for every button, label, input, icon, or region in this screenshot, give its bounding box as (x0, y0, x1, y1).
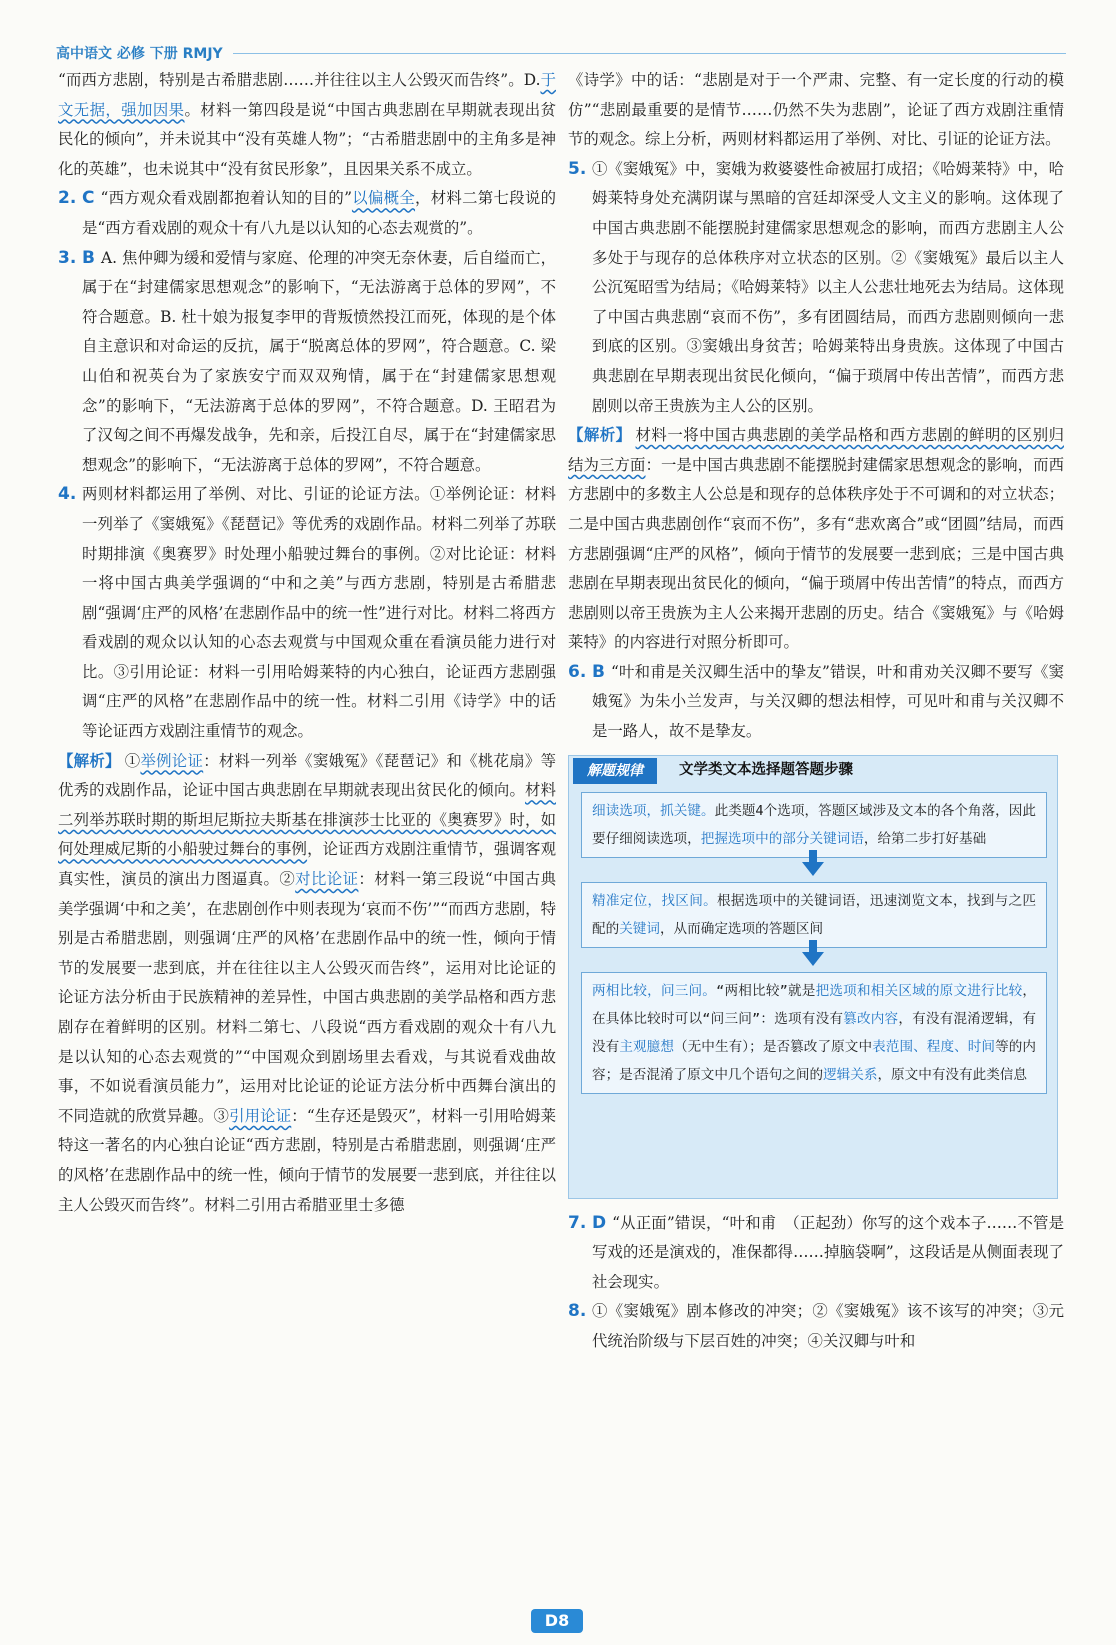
method-label: 引用论证 (229, 1106, 292, 1125)
q4-continued: 《诗学》中的话：“悲剧是对于一个严肃、完整、有一定长度的行动的模仿”“悲剧最重要的是情节……仍然不失为悲剧”，论证了西方戏剧注重情节的观念。综上分析，两则材料都运用了举例、对比、引证的论证方法。 (568, 71, 1064, 149)
answer-item-5 (568, 155, 1064, 421)
answer-letter: C (82, 188, 95, 209)
answer-letter: D (592, 1212, 607, 1233)
method-label: 对比论证 (295, 870, 359, 889)
item-number: 4. (58, 484, 77, 505)
item-text: ①《窦娥冤》中，窦娥为救婆婆性命被屈打成招；《哈姆莱特》中，哈姆莱特身处充满阴谋与黑暗的宫廷却深受人文主义的影响。这体现了中国古典悲剧不能摆脱封建儒家思想观念的影响，而西方悲剧主人公多处于与现存的总体秩序对立状态的区别。②《窦娥冤》最后以主人公沉冤昭雪为结局；《哈姆莱特》以主人公悲壮地死去为结局。这体现了中国古典悲剧“哀而不伤”，多有团圆结局，而西方悲剧则倾向一悲到底的区别。③窦娥出身贫苦；哈姆莱特出身贵族。这体现了中国古典悲剧在早期表现出贫民化倾向，“偏于琐屑中传出苦情”，而西方悲剧则以帝王贵族为主人公的区别。 (592, 159, 1064, 415)
item-text: A. 焦仲卿为缓和爱情与家庭、伦理的冲突无奈休妻，后自缢而亡，属于在“封建儒家思想观念”的影响下，“无法游离于总体的罗网”，不符合题意。B. 杜十娘为报复李甲的背叛愤然投江而死，体现的是个体自主意识和对命运的反抗，属于“脱离总体的罗网”，符合题意。C. 梁山伯和祝英台为了家族安宁而双双殉情，属于在“封建儒家思想观念”的影响下，“无法游离于总体的罗网”，不符合题意。D. 王昭君为了汉匈之间不再爆发战争，先和亲，后投江自尽，属于在“封建儒家思想观念”的影响下，“无法游离于总体的罗网”，不符合题意。 (82, 248, 556, 474)
page-number: D8 (531, 1609, 583, 1633)
answer-item-6 (568, 658, 1064, 747)
analysis-tag: 【解析】 (568, 426, 632, 445)
item-number: 2. (58, 188, 77, 209)
header-divider (233, 53, 1066, 54)
down-arrow-icon (802, 862, 824, 876)
analysis-5: 【解析】 材料一将中国古典悲剧的美学品格和西方悲剧的鲜明的区别归结为三方面：一是中国古典悲剧不能摆脱封建儒家思想观念的影响，而西方悲剧中的多数主人公总是和现存的总体秩序处于不可调和的对立状态；二是中国古典悲剧创作“哀而不伤”，多有“悲欢离合”或“团圆”结局，而西方悲剧强调“庄严的风格”，倾向于情节的发展要一悲到底；三是中国古典悲剧在早期表现出贫民化的倾向，“偏于琐屑中传出苦情”的特点，而西方悲剧则以帝王贵族为主人公来揭开悲剧的历史。结合《窦娥冤》与《哈姆莱特》的内容进行对照分析即可。 (568, 426, 1064, 652)
answer-item-2: 2. C “西方观众看戏剧都抱着认知的目的”以偏概全，材料二第七段说的是“西方看戏剧的观众十有八九是以认知的心态去观赏的”。 (58, 184, 556, 243)
item-text: “从正面”错误，“叶和甫 （正起劲）你写的这个戏本子……不管是写戏的还是演戏的，准保都得……掉脑袋啊”，这段话是从侧面表现了社会现实。 (592, 1213, 1064, 1291)
down-arrow-icon (802, 952, 824, 966)
method-label: 举例论证 (140, 751, 204, 770)
rule-header (569, 756, 1057, 786)
item-number: 7. (568, 1212, 587, 1233)
page-header (56, 42, 1066, 64)
item-text: “叶和甫是关汉卿生活中的挚友”错误，叶和甫劝关汉卿不要写《窦娥冤》为朱小兰发声，与关汉卿的想法相悖，可见叶和甫与关汉卿不是一路人，故不是挚友。 (592, 662, 1064, 741)
item-text: ①《窦娥冤》剧本修改的冲突；②《窦娥冤》该不该写的冲突；③元代统治阶级与下层百姓的冲突；④关汉卿与叶和 (592, 1302, 1064, 1351)
rule-tag: 解题规律 (573, 758, 657, 784)
right-column (568, 66, 1064, 1357)
error-type-label: 以偏概全 (351, 189, 416, 208)
solution-rule-box (568, 755, 1058, 1199)
analysis-4: 【解析】 ①举例论证：材料一列举《窦娥冤》《琵琶记》和《桃花扇》等优秀的戏剧作品，论证中国古典悲剧在早期就表现出贫民化的倾向。材料二列举苏联时期的斯坦尼斯拉夫斯基在排演莎士比亚的《奥赛罗》时，如何处理威尼斯的小船驶过舞台的事例，论证西方戏剧注重情节，强调客观真实性，演员的演出力图逼真。②对比论证：材料一第三段说“中国古典美学强调‘中和之美’，在悲剧创作中则表现为‘哀而不伤’”“而西方悲剧，特别是古希腊悲剧，则强调‘庄严的风格’在悲剧作品中的统一性，倾向于情节的发展要一悲到底，并在往往以主人公毁灭而告终”，运用对比论证的论证方法分析由于民族精神的差异性，中国古典悲剧的美学品格和西方悲剧存在着鲜明的区别。材料二第七、八段说“西方看戏剧的观众十有八九是以认知的心态去观赏的”“中国观众到剧场里去看戏，与其说看戏曲故事，不如说看演员能力”，运用对比论证的论证方法分析中西舞台演出的不同造就的欣赏异趣。③引用论证：“生存还是毁灭”，材料一引用哈姆莱特这一著名的内心独白论证“西方悲剧，特别是古希腊悲剧，则强调‘庄严的风格’在悲剧作品中的统一性，倾向于情节的发展要一悲到底，并往往以主人公毁灭而告终”。材料二引用古希腊亚里士多德 (58, 751, 556, 1214)
rule-step-3: 两相比较，问三问。“两相比较”就是把选项和相关区域的原文进行比较，在具体比较时可以“问三问”：选项有没有篡改内容，有没有混淆逻辑，有没有主观臆想（无中生有）；是否篡改了原文中表范围、程度、时间等的内容；是否混淆了原文中几个语句之间的逻辑关系，原文中有没有此类信息 (581, 972, 1047, 1094)
rule-step-2: 精准定位，找区间。根据选项中的关键词语，迅速浏览文本，找到与之匹配的关键词，从而确定选项的答题区间 (581, 882, 1047, 948)
answer-letter: B (592, 661, 605, 682)
item-number: 6. (568, 661, 587, 682)
answer-letter: B (82, 247, 95, 268)
item-number: 8. (568, 1301, 587, 1322)
rule-title: 文学类文本选择题答题步骤 (679, 761, 853, 778)
left-column (58, 66, 556, 1220)
analysis-tag: 【解析】 (58, 751, 121, 770)
book-title: 高中语文 必修 下册 RMJY (56, 46, 223, 62)
error-type-label: 于文无据，强加因果 (58, 71, 556, 119)
item-number: 3. (58, 247, 77, 268)
q1-continued: “而西方悲剧，特别是古希腊悲剧……并往往以主人公毁灭而告终”。D.于文无据，强加因果。材料一第四段是说“中国古典悲剧在早期就表现出贫民化的倾向”，并未说其中“没有英雄人物”；“古希腊悲剧中的主角多是神化的英雄”，也未说其中“没有贫民形象”，且因果关系不成立。 (58, 71, 556, 178)
answer-item-3 (58, 244, 556, 481)
answer-item-7 (568, 1209, 1064, 1298)
answer-item-8 (568, 1297, 1064, 1356)
rule-step-1: 细读选项，抓关键。此类题4个选项，答题区域涉及文本的各个角落，因此要仔细阅读选项，把握选项中的部分关键词语，给第二步打好基础 (581, 792, 1047, 858)
answer-item-4 (58, 480, 556, 746)
item-number: 5. (568, 158, 587, 179)
item-text: 两则材料都运用了举例、对比、引证的论证方法。①举例论证：材料一列举了《窦娥冤》《琵琶记》等优秀的戏剧作品。材料二列举了苏联时期排演《奥赛罗》时处理小船驶过舞台的事例。②对比论证：材料一将中国古典美学强调的“中和之美”与西方悲剧，特别是古希腊悲剧“强调‘庄严的风格’在悲剧作品中的统一性”进行对比。材料二将西方看戏剧的观众以认知的心态去观赏与中国观众重在看演员能力进行对比。③引用论证：材料一引用哈姆莱特的内心独白，论证西方悲剧强调“庄严的风格”在悲剧作品中的统一性。材料二引用《诗学》中的话等论证西方戏剧注重情节的观念。 (82, 485, 556, 741)
